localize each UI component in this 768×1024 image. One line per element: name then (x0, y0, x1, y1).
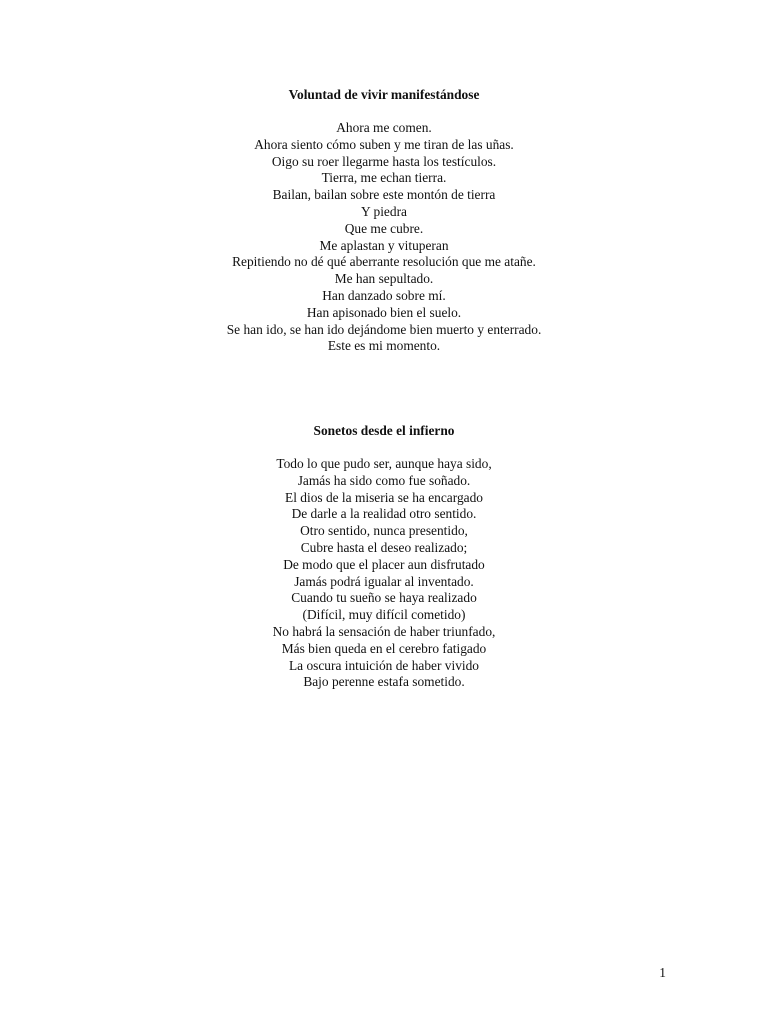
poem-body (0, 439, 768, 691)
verse-line: Jamás podrá igualar al inventado. (294, 573, 474, 589)
verse-line: (Difícil, muy difícil cometido) (302, 607, 466, 623)
verse-line: El dios de la miseria se ha encargado (285, 489, 483, 505)
verse-line: Bailan, bailan sobre este montón de tierra (272, 187, 496, 203)
poem-title: Sonetos desde el infierno (313, 423, 455, 438)
verse-line: Cuando tu sueño se haya realizado (291, 590, 477, 606)
verse-line: Han danzado sobre mí. (322, 287, 446, 303)
verse-line: La oscura intuición de haber vivido (288, 657, 479, 673)
verse-line: Me aplastan y vituperan (319, 237, 449, 253)
verse-line: Cubre hasta el deseo realizado; (300, 539, 468, 555)
verse-line: No habrá la sensación de haber triunfado, (272, 623, 496, 639)
verse-line: De modo que el placer aun disfrutado (283, 556, 485, 572)
verse-line: Jamás ha sido como fue soñado. (297, 472, 471, 488)
verse-line: Todo lo que pudo ser, aunque haya sido, (276, 456, 492, 471)
verse-line: Más bien queda en el cerebro fatigado (281, 640, 487, 656)
verse-line: Otro sentido, nunca presentido, (300, 523, 468, 539)
poem-title: Voluntad de vivir manifestándose (288, 87, 480, 102)
verse-line: De darle a la realidad otro sentido. (291, 506, 477, 522)
verse-line: Que me cubre. (344, 220, 424, 236)
verse-line: Me han sepultado. (334, 271, 434, 287)
verse-line: Tierra, me echan tierra. (321, 170, 447, 186)
verse-line: Ahora siento cómo suben y me tiran de las uñas. (254, 136, 514, 152)
verse-line: Ahora me comen. (336, 120, 432, 135)
verse-line: Han apisonado bien el suelo. (306, 304, 462, 320)
verse-line: Se han ido, se han ido dejándome bien muerto y enterrado. (226, 321, 542, 337)
poem-body (0, 103, 768, 355)
verse-line: Y piedra (361, 203, 407, 219)
verse-line: Repitiendo no dé qué aberrante resolución que me atañe. (232, 254, 536, 270)
verse-line: Bajo perenne estafa sometido. (303, 674, 465, 690)
verse-line: Este es mi momento. (327, 338, 441, 354)
poem-sonetos-desde-el-infierno (0, 422, 768, 691)
verse-line: Oigo su roer llegarme hasta los testículos. (271, 153, 497, 169)
page-number: 1 (659, 965, 666, 980)
poem-voluntad-de-vivir (0, 86, 768, 355)
